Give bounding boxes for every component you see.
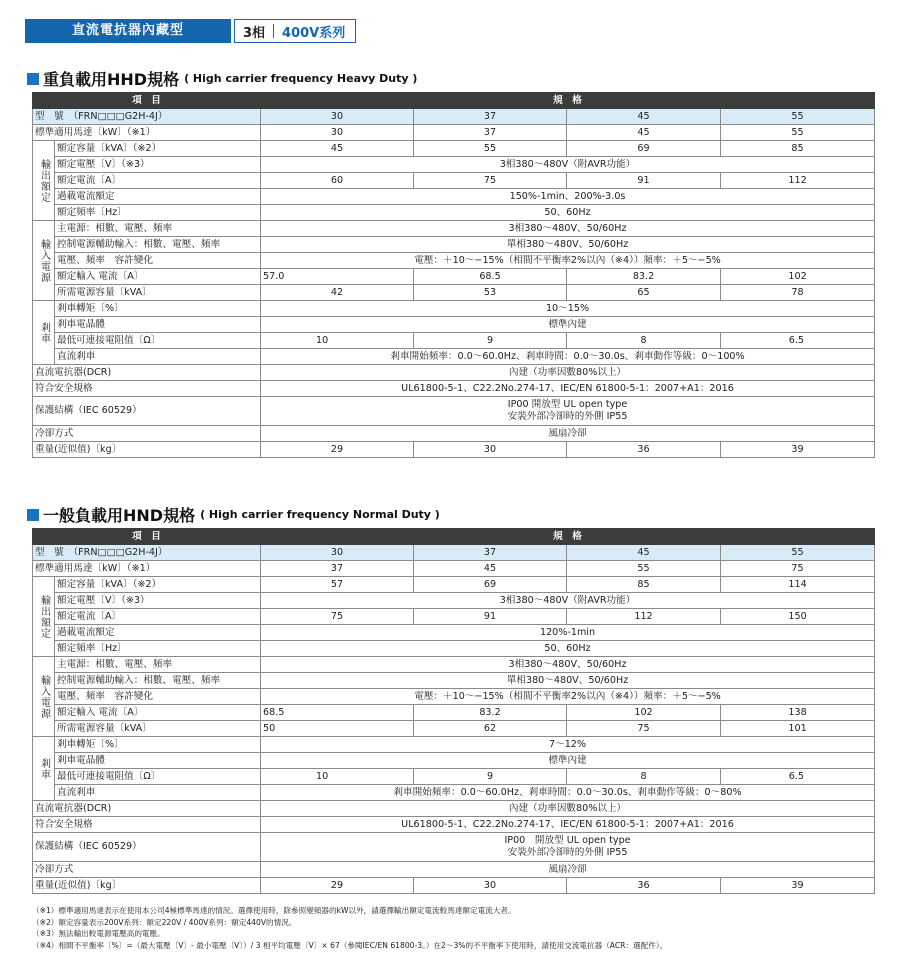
cell: 3相380～480V、50/60Hz [261, 657, 875, 673]
table-row [33, 769, 875, 785]
row-label: 所需電源容量〔kVA〕 [55, 721, 261, 737]
row-label: 額定輸入 電流〔A〕 [55, 269, 261, 285]
cell: 85 [567, 577, 721, 593]
row-label: 型 號 （FRN□□□G2H-4J） [33, 545, 261, 561]
row-label: 額定容量〔kVA〕（※2） [55, 577, 261, 593]
col-item-header: 項 目 [33, 529, 261, 545]
cell: 風扇冷卻 [261, 426, 875, 442]
row-label: 重量(近似值)〔kg〕 [33, 442, 261, 458]
cell: 53 [414, 285, 567, 301]
group-label-input: 輸入電源 [33, 221, 55, 301]
table-row [33, 349, 875, 365]
cell: 39 [721, 878, 875, 894]
protection-line-1: IP00 開放型 UL open type [504, 835, 631, 846]
table-row [33, 561, 875, 577]
cell: 36 [567, 878, 721, 894]
hnd-title: 一般負載用HND規格 [43, 506, 196, 525]
row-label: 額定電流〔A〕 [55, 609, 261, 625]
row-label: 剎車轉矩〔%〕 [55, 301, 261, 317]
cell: 112 [721, 173, 875, 189]
row-label: 標準適用馬達〔kW〕（※1） [33, 561, 261, 577]
table-row [33, 397, 875, 426]
row-label: 額定電壓〔V〕（※3） [55, 593, 261, 609]
row-label: 額定輸入 電流〔A〕 [55, 705, 261, 721]
cell: 68.5 [261, 705, 414, 721]
cell: 62 [414, 721, 567, 737]
table-row [33, 753, 875, 769]
row-label: 剎車電晶體 [55, 753, 261, 769]
cell: 36 [567, 442, 721, 458]
cell: 單相380～480V、50/60Hz [261, 237, 875, 253]
cell: 75 [721, 561, 875, 577]
cell: 37 [414, 545, 567, 561]
footnotes [32, 905, 667, 951]
row-label: 剎車電晶體 [55, 317, 261, 333]
cell: 75 [261, 609, 414, 625]
cell: 37 [414, 109, 567, 125]
cell: 91 [414, 609, 567, 625]
cell: 單相380～480V、50/60Hz [261, 673, 875, 689]
row-label: 剎車轉矩〔%〕 [55, 737, 261, 753]
cell: 75 [414, 173, 567, 189]
cell: 45 [261, 141, 414, 157]
table-row [33, 609, 875, 625]
cell: 10～15% [261, 301, 875, 317]
cell: 內建（功率因數80%以上） [261, 365, 875, 381]
group-label-brake: 剎車 [33, 737, 55, 801]
footnote-2: （※2）額定容量表示200V系列：額定220V / 400V系列：額定440V的情況。 [32, 917, 297, 927]
table-row [33, 442, 875, 458]
table-row [33, 833, 875, 862]
row-label: 所需電源容量〔kVA〕 [55, 285, 261, 301]
table-row [33, 333, 875, 349]
cell: 37 [414, 125, 567, 141]
row-label: 符合安全規格 [33, 817, 261, 833]
table-row [33, 189, 875, 205]
cell: 30 [261, 125, 414, 141]
cell: 69 [567, 141, 721, 157]
row-label: 型 號 （FRN□□□G2H-4J） [33, 109, 261, 125]
cell: 42 [261, 285, 414, 301]
cell: UL61800-5-1、C22.2No.274-17、IEC/EN 61800-5-1：2007+A1：2016 [261, 381, 875, 397]
cell: 7～12% [261, 737, 875, 753]
cell: 30 [261, 545, 414, 561]
header-divider [273, 24, 274, 38]
row-label: 最低可連接電阻值〔Ω〕 [55, 769, 261, 785]
hhd-spec-table [32, 92, 875, 458]
page-header [25, 19, 356, 43]
table-row [33, 365, 875, 381]
row-label: 最低可連接電阻值〔Ω〕 [55, 333, 261, 349]
table-row [33, 221, 875, 237]
table-row [33, 673, 875, 689]
table-row [33, 157, 875, 173]
row-label: 額定電壓〔V〕（※3） [55, 157, 261, 173]
row-label: 主電源：相數、電壓、頻率 [55, 221, 261, 237]
group-label-input: 輸入電源 [33, 657, 55, 737]
table-row [33, 862, 875, 878]
cell: 45 [414, 561, 567, 577]
cell: 83.2 [414, 705, 567, 721]
cell: 標準內建 [261, 317, 875, 333]
row-label: 直流剎車 [55, 349, 261, 365]
table-row [33, 381, 875, 397]
cell: 75 [567, 721, 721, 737]
cell: 60 [261, 173, 414, 189]
table-header-row [33, 93, 875, 109]
col-spec-header: 規 格 [261, 93, 875, 109]
cell: 6.5 [721, 769, 875, 785]
footnote-4: （※4）相間不平衡率〔%〕=（最大電壓〔V〕- 最小電壓〔V〕）/ 3 相平均電壓〔V〕× 67（參閱IEC/EN 61800-3。）在2～3%的不平衡率下使用時，請使用交流電抗器（ACR：選配件）。 [32, 940, 668, 950]
cell: 120%-1min [261, 625, 875, 641]
cell: 3相380～480V（附AVR功能） [261, 157, 875, 173]
cell: 37 [261, 561, 414, 577]
table-row [33, 205, 875, 221]
cell: 30 [414, 442, 567, 458]
cell: 55 [721, 125, 875, 141]
cell: 150 [721, 609, 875, 625]
table-row [33, 285, 875, 301]
table-row [33, 689, 875, 705]
table-row [33, 253, 875, 269]
cell [261, 833, 875, 862]
cell: 標準內建 [261, 753, 875, 769]
row-label: 額定頻率〔Hz〕 [55, 641, 261, 657]
cell: 6.5 [721, 333, 875, 349]
cell: 10 [261, 769, 414, 785]
group-label-output: 輸出額定 [33, 577, 55, 657]
table-row [33, 737, 875, 753]
hnd-spec-table [32, 528, 875, 894]
cell: 50 [261, 721, 414, 737]
table-row [33, 173, 875, 189]
cell: 102 [721, 269, 875, 285]
row-label: 主電源：相數、電壓、頻率 [55, 657, 261, 673]
cell: 風扇冷卻 [261, 862, 875, 878]
cell: 9 [414, 333, 567, 349]
cell: 電壓：＋10～−15%（相間不平衡率2%以內（※4））頻率：＋5～−5% [261, 689, 875, 705]
row-label: 額定電流〔A〕 [55, 173, 261, 189]
table-row [33, 237, 875, 253]
col-spec-header: 規 格 [261, 529, 875, 545]
row-label: 額定容量〔kVA〕（※2） [55, 141, 261, 157]
table-row [33, 878, 875, 894]
cell: 83.2 [567, 269, 721, 285]
row-label: 直流電抗器(DCR) [33, 801, 261, 817]
hhd-subtitle: ( High carrier frequency Heavy Duty ) [184, 72, 418, 85]
row-label: 控制電源輔助輸入：相數、電壓、頻率 [55, 673, 261, 689]
cell: 10 [261, 333, 414, 349]
table-row [33, 641, 875, 657]
cell: 78 [721, 285, 875, 301]
table-row [33, 801, 875, 817]
cell: 30 [261, 109, 414, 125]
cell: 9 [414, 769, 567, 785]
header-series-box [234, 19, 356, 43]
row-label: 額定頻率〔Hz〕 [55, 205, 261, 221]
hnd-subtitle: ( High carrier frequency Normal Duty ) [200, 508, 440, 521]
cell: 3相380～480V、50/60Hz [261, 221, 875, 237]
cell: 102 [567, 705, 721, 721]
cell: 50、60Hz [261, 205, 875, 221]
table-row [33, 721, 875, 737]
row-label: 過載電流額定 [55, 189, 261, 205]
section-bullet-icon [27, 73, 39, 85]
header-title: 直流電抗器內藏型 [25, 19, 231, 43]
cell: 剎車開始頻率：0.0～60.0Hz、剎車時間：0.0～30.0s、剎車動作等級：0～80% [261, 785, 875, 801]
row-label: 冷卻方式 [33, 862, 261, 878]
hhd-section-heading [27, 67, 417, 90]
cell: 電壓：＋10～−15%（相間不平衡率2%以內（※4））頻率：＋5～−5% [261, 253, 875, 269]
row-label: 標準適用馬達〔kW〕（※1） [33, 125, 261, 141]
table-row [33, 125, 875, 141]
hhd-title: 重負載用HHD規格 [43, 70, 180, 89]
table-row [33, 545, 875, 561]
cell: 8 [567, 333, 721, 349]
row-label: 保護結構（IEC 60529） [33, 833, 261, 862]
protection-line-2: 安裝外部冷卻時的外側 IP55 [507, 847, 628, 858]
table-header-row [33, 529, 875, 545]
cell: 8 [567, 769, 721, 785]
cell: 30 [414, 878, 567, 894]
cell: 55 [414, 141, 567, 157]
row-label: 保護結構（IEC 60529） [33, 397, 261, 426]
cell: 101 [721, 721, 875, 737]
table-row [33, 577, 875, 593]
row-label: 控制電源輔助輸入：相數、電壓、頻率 [55, 237, 261, 253]
cell: 69 [414, 577, 567, 593]
cell: 150%-1min、200%-3.0s [261, 189, 875, 205]
table-row [33, 109, 875, 125]
row-label: 重量(近似值)〔kg〕 [33, 878, 261, 894]
protection-line-2: 安裝外部冷卻時的外側 IP55 [507, 411, 628, 422]
cell: 55 [721, 545, 875, 561]
row-label: 符合安全規格 [33, 381, 261, 397]
table-row [33, 817, 875, 833]
table-row [33, 301, 875, 317]
header-series: 400V系列 [282, 25, 346, 41]
cell: UL61800-5-1、C22.2No.274-17、IEC/EN 61800-5-1：2007+A1：2016 [261, 817, 875, 833]
cell: 55 [721, 109, 875, 125]
section-bullet-icon [27, 509, 39, 521]
table-row [33, 705, 875, 721]
row-label: 電壓、頻率 容許變化 [55, 253, 261, 269]
group-label-brake: 剎車 [33, 301, 55, 365]
cell: 內建（功率因數80%以上） [261, 801, 875, 817]
cell: 3相380～480V（附AVR功能） [261, 593, 875, 609]
protection-line-1: IP00 開放型 UL open type [507, 399, 628, 410]
cell: 85 [721, 141, 875, 157]
row-label: 過載電流額定 [55, 625, 261, 641]
cell: 57 [261, 577, 414, 593]
table-row [33, 269, 875, 285]
group-label-output: 輸出額定 [33, 141, 55, 221]
cell: 91 [567, 173, 721, 189]
row-label: 直流電抗器(DCR) [33, 365, 261, 381]
cell: 29 [261, 878, 414, 894]
table-row [33, 317, 875, 333]
cell: 112 [567, 609, 721, 625]
hnd-section-heading [27, 503, 440, 526]
col-item-header: 項 目 [33, 93, 261, 109]
cell: 138 [721, 705, 875, 721]
row-label: 冷卻方式 [33, 426, 261, 442]
cell: 剎車開始頻率：0.0～60.0Hz、剎車時間：0.0～30.0s、剎車動作等級：0～100% [261, 349, 875, 365]
cell: 65 [567, 285, 721, 301]
table-row [33, 625, 875, 641]
cell: 68.5 [414, 269, 567, 285]
cell: 45 [567, 109, 721, 125]
table-row [33, 426, 875, 442]
cell: 45 [567, 545, 721, 561]
cell: 45 [567, 125, 721, 141]
cell: 114 [721, 577, 875, 593]
footnote-1: （※1）標準適用馬達表示在使用本公司4極標準馬達的情況。選擇使用時，除參照變頻器的kW以外，請選擇輸出額定電流較馬達額定電流大者。 [32, 906, 516, 915]
table-row [33, 657, 875, 673]
table-row [33, 141, 875, 157]
header-phase: 3相 [243, 25, 266, 41]
table-row [33, 785, 875, 801]
cell: 29 [261, 442, 414, 458]
cell: 50、60Hz [261, 641, 875, 657]
cell [261, 397, 875, 426]
footnote-3: （※3）無法輸出較電源電壓高的電壓。 [32, 929, 165, 938]
row-label: 電壓、頻率 容許變化 [55, 689, 261, 705]
cell: 39 [721, 442, 875, 458]
table-row [33, 593, 875, 609]
cell: 57.0 [261, 269, 414, 285]
row-label: 直流剎車 [55, 785, 261, 801]
cell: 55 [567, 561, 721, 577]
